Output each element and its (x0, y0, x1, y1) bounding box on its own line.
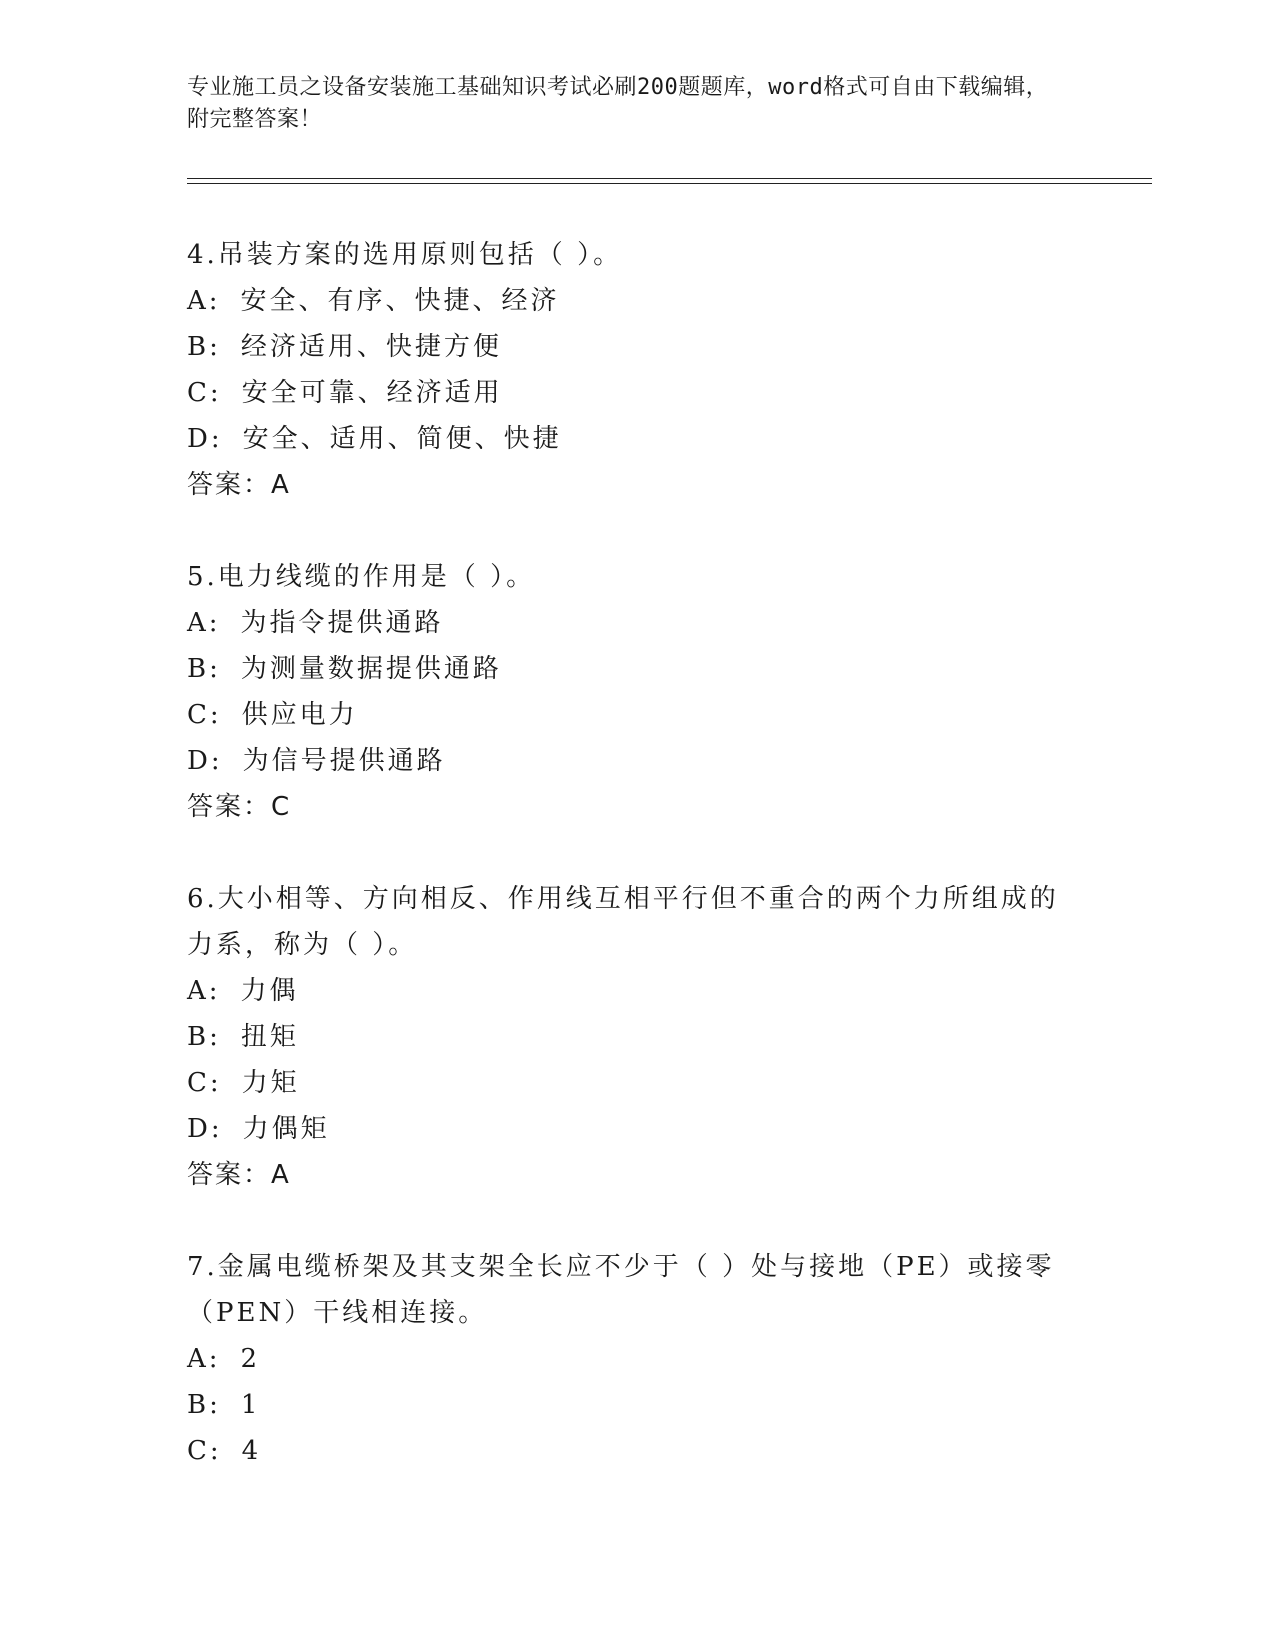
option-c (187, 370, 1087, 416)
option-b (187, 1382, 1087, 1428)
option-text: 扭矩 (240, 1022, 299, 1052)
option-key: D: (187, 1114, 223, 1144)
question-stem: 4.吊装方案的选用原则包括（ ）。 (187, 240, 623, 270)
option-text: 力偶 (240, 976, 299, 1006)
option-key: B: (187, 1390, 221, 1420)
option-key: C: (187, 378, 222, 408)
option-a (187, 600, 1087, 646)
option-key: A: (187, 1344, 221, 1374)
option-key: A: (187, 976, 221, 1006)
answer-line: 答案：A (187, 470, 291, 500)
option-a (187, 968, 1087, 1014)
option-text: 安全可靠、经济适用 (241, 378, 503, 408)
document-header: 专业施工员之设备安装施工基础知识考试必刷200题题库，word格式可自由下载编辑，附完整答案！ (187, 75, 1049, 132)
option-key: A: (187, 286, 221, 316)
option-d (187, 738, 1087, 784)
option-d (187, 1106, 1087, 1152)
option-text: 安全、有序、快捷、经济 (240, 286, 560, 316)
option-text: 安全、适用、简便、快捷 (242, 424, 562, 454)
header-rule-bottom (187, 183, 1152, 184)
answer-line: 答案：A (187, 1160, 291, 1190)
question-stem: 7.金属电缆桥架及其支架全长应不少于（ ）处与接地（PE）或接零（PEN）干线相连接。 (187, 1252, 1055, 1328)
option-key: B: (187, 1022, 221, 1052)
option-key: B: (187, 654, 221, 684)
option-text: 2 (240, 1344, 261, 1374)
question-stem: 6.大小相等、方向相反、作用线互相平行但不重合的两个力所组成的力系，称为（ ）。 (187, 884, 1059, 960)
option-text: 为信号提供通路 (242, 746, 446, 776)
option-key: C: (187, 700, 222, 730)
option-b (187, 1014, 1087, 1060)
answer-line: 答案：C (187, 792, 292, 822)
option-c (187, 1428, 1087, 1474)
question-list (187, 232, 1087, 1474)
option-b (187, 646, 1087, 692)
option-key: A: (187, 608, 221, 638)
option-key: D: (187, 424, 223, 454)
option-key: B: (187, 332, 221, 362)
question-5 (187, 554, 1087, 830)
option-key: C: (187, 1068, 222, 1098)
option-text: 力矩 (241, 1068, 300, 1098)
option-c (187, 692, 1087, 738)
question-7 (187, 1244, 1087, 1474)
header-rule-top (187, 178, 1152, 179)
option-key: C: (187, 1436, 222, 1466)
question-stem: 5.电力线缆的作用是（ ）。 (187, 562, 536, 592)
option-text: 4 (241, 1436, 262, 1466)
option-text: 1 (240, 1390, 261, 1420)
question-6 (187, 876, 1087, 1198)
option-d (187, 416, 1087, 462)
option-a (187, 1336, 1087, 1382)
option-key: D: (187, 746, 223, 776)
question-4 (187, 232, 1087, 508)
option-text: 为测量数据提供通路 (240, 654, 502, 684)
option-text: 经济适用、快捷方便 (240, 332, 502, 362)
option-a (187, 278, 1087, 324)
option-text: 供应电力 (241, 700, 358, 730)
option-b (187, 324, 1087, 370)
option-text: 力偶矩 (242, 1114, 330, 1144)
option-c (187, 1060, 1087, 1106)
option-text: 为指令提供通路 (240, 608, 444, 638)
